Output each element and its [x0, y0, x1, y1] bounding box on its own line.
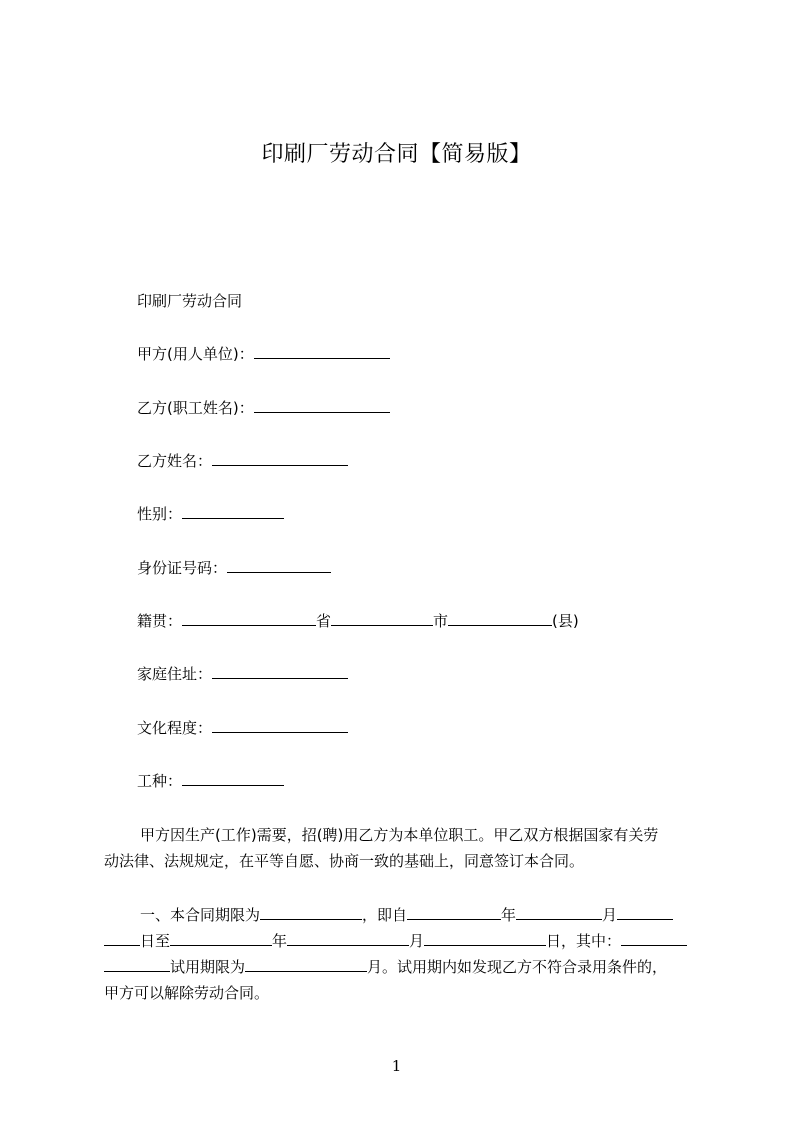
end-year-blank[interactable] [170, 930, 272, 946]
id-field [137, 557, 331, 579]
start-day-blank-a[interactable] [617, 904, 673, 920]
origin-field [137, 610, 579, 632]
clause-1-month-end: 月。试用期内如发现乙方不符合录用条件的， [367, 958, 668, 976]
clause-1-line-2 [104, 928, 704, 954]
party-a-label: 甲方(用人单位)： [137, 345, 254, 363]
end-month-label: 月 [409, 932, 425, 950]
intro-paragraph [104, 822, 704, 874]
job-label: 工种： [137, 772, 183, 790]
gender-label: 性别： [137, 505, 183, 523]
start-month-label: 月 [602, 906, 618, 924]
county-label: (县) [552, 612, 579, 630]
party-b-field [137, 397, 390, 419]
start-year-label: 年 [501, 906, 517, 924]
intro-line-1: 甲方因生产(工作)需要，招(聘)用乙方为本单位职工。甲乙双方根据国家有关劳 [140, 826, 659, 844]
clause-1-line-3 [104, 954, 704, 980]
party-a-field [137, 343, 390, 365]
clause-1 [104, 902, 704, 1006]
education-label: 文化程度： [137, 719, 213, 737]
document-title: 印刷厂劳动合同【简易版】 [261, 142, 532, 167]
among-blank-b[interactable] [104, 956, 170, 972]
start-month-blank[interactable] [516, 904, 602, 920]
clause-1-from: ，即自 [362, 906, 408, 924]
address-field [137, 663, 348, 685]
start-year-blank[interactable] [407, 904, 501, 920]
gender-blank[interactable] [182, 503, 284, 519]
intro-line-2: 动法律、法规规定，在平等自愿、协商一致的基础上，同意签订本合同。 [104, 852, 585, 870]
city-label: 市 [433, 612, 449, 630]
start-day-blank-b[interactable] [104, 930, 140, 946]
address-label: 家庭住址： [137, 665, 213, 683]
page-number: 1 [391, 1057, 402, 1075]
name-label: 乙方姓名： [137, 452, 213, 470]
name-blank[interactable] [212, 450, 348, 466]
job-field [137, 770, 284, 792]
party-b-blank[interactable] [254, 397, 390, 413]
clause-1-among: 日，其中： [546, 932, 622, 950]
education-blank[interactable] [212, 717, 348, 733]
province-blank[interactable] [182, 610, 316, 626]
name-field [137, 450, 348, 472]
province-label: 省 [316, 612, 332, 630]
city-blank[interactable] [331, 610, 433, 626]
end-month-blank[interactable] [287, 930, 409, 946]
education-field [137, 717, 348, 739]
county-blank[interactable] [448, 610, 552, 626]
id-label: 身份证号码： [137, 559, 228, 577]
clause-1-probation: 试用期限为 [170, 958, 246, 976]
end-day-blank[interactable] [424, 930, 546, 946]
gender-field [137, 503, 284, 525]
clause-1-day-to: 日至 [140, 932, 171, 950]
among-blank-a[interactable] [621, 930, 687, 946]
clause-1-line-1 [104, 902, 704, 928]
origin-label: 籍贯： [137, 612, 183, 630]
party-a-blank[interactable] [254, 343, 390, 359]
end-year-label: 年 [272, 932, 288, 950]
address-blank[interactable] [212, 663, 348, 679]
term-blank[interactable] [260, 904, 362, 920]
id-blank[interactable] [227, 557, 331, 573]
probation-blank[interactable] [245, 956, 367, 972]
job-blank[interactable] [182, 770, 284, 786]
contract-subtitle: 印刷厂劳动合同 [137, 292, 243, 310]
party-b-label: 乙方(职工姓名)： [137, 399, 254, 417]
clause-1-lead: 一、本合同期限为 [140, 906, 261, 924]
clause-1-line-4: 甲方可以解除劳动合同。 [104, 984, 270, 1002]
